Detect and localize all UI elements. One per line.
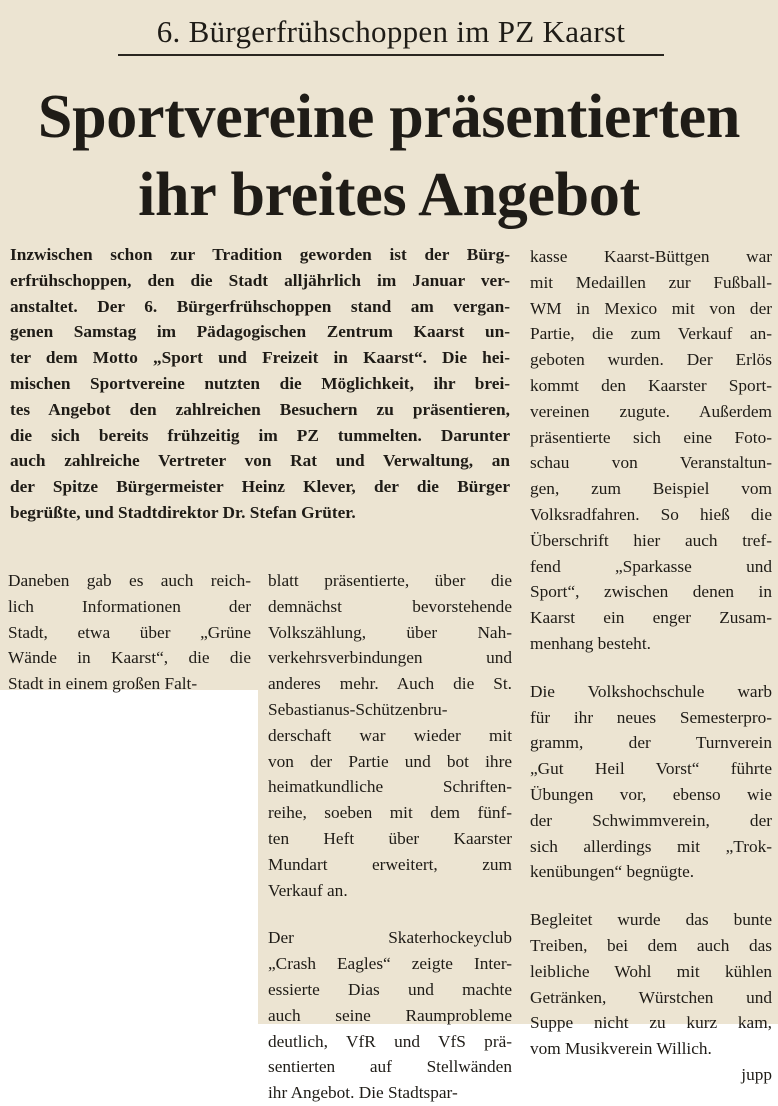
text-line: Volksradfahren. So hieß die bbox=[530, 504, 772, 524]
text-line: Überschrift hier auch tref- bbox=[530, 530, 772, 550]
text-line: Getränken, Würstchen und bbox=[530, 987, 772, 1007]
text-line: demnächst bevorstehende bbox=[268, 596, 512, 616]
text-line: ten Heft über Kaarster bbox=[268, 828, 512, 848]
text-line: tes Angebot den zahlreichen Besuchern zu präsentieren, bbox=[10, 399, 510, 419]
text-line: von der Partie und bot ihre bbox=[268, 751, 512, 771]
text-line: der Schwimmverein, der bbox=[530, 810, 772, 830]
text-line: derschaft war wieder mit bbox=[268, 725, 512, 745]
headline bbox=[0, 78, 778, 234]
column-2-paragraph-2 bbox=[268, 925, 512, 1106]
text-line: genen Samstag im Pädagogischen Zentrum Kaarst un- bbox=[10, 322, 510, 342]
column-3-paragraph-2 bbox=[530, 679, 772, 885]
column-1 bbox=[8, 568, 251, 697]
kicker-line: 6. Bürgerfrühschoppen im PZ Kaarst bbox=[118, 10, 664, 56]
text-line: Mundart erweitert, zum bbox=[268, 854, 512, 874]
column-3 bbox=[530, 244, 772, 1088]
text-line: Partie, die zum Verkauf an- bbox=[530, 324, 772, 344]
text-line: für ihr neues Semesterpro- bbox=[530, 707, 772, 727]
text-line: begrüßte, und Stadtdirektor Dr. Stefan Grüter. bbox=[10, 502, 356, 522]
text-line: vom Musikverein Willich. bbox=[530, 1039, 712, 1059]
text-line: Daneben gab es auch reich- bbox=[8, 571, 251, 590]
text-line: vereinen zugute. Außerdem bbox=[530, 401, 772, 421]
text-line: kasse Kaarst-Büttgen war bbox=[530, 247, 772, 266]
text-line: der Spitze Bürgermeister Heinz Klever, der die Bürger bbox=[10, 477, 510, 497]
text-line: gen, zum Beispiel vom bbox=[530, 479, 772, 499]
text-line: Verkauf an. bbox=[268, 880, 348, 900]
column-3-paragraph-3 bbox=[530, 907, 772, 1062]
text-line: erfrühschoppen, den die Stadt alljährlich im Januar ver- bbox=[10, 270, 510, 290]
text-line: reihe, soeben mit dem fünf- bbox=[268, 803, 512, 823]
text-line: schau von Veranstaltun- bbox=[530, 453, 772, 473]
text-line: Der Skaterhockeyclub bbox=[268, 928, 512, 948]
column-2 bbox=[268, 568, 512, 1106]
text-line: Stadt, etwa über „Grüne bbox=[8, 622, 251, 642]
text-line: „Gut Heil Vorst“ führte bbox=[530, 759, 772, 779]
text-line: menhang besteht. bbox=[530, 633, 651, 653]
text-line: kommt den Kaarster Sport- bbox=[530, 375, 772, 395]
text-line: mit Medaillen zur Fußball- bbox=[530, 272, 772, 292]
text-line: kenübungen“ begnügte. bbox=[530, 862, 695, 882]
text-line: geboten wurden. Der Erlös bbox=[530, 350, 772, 370]
column-1-paragraph bbox=[8, 568, 251, 697]
text-line: Die Volkshochschule warb bbox=[530, 681, 772, 701]
text-line: sentierten auf Stellwänden bbox=[268, 1057, 512, 1077]
text-line: Inzwischen schon zur Tradition geworden ist der Bürg- bbox=[10, 245, 510, 264]
text-line: essierte Dias und machte bbox=[268, 979, 512, 999]
text-line: anstaltet. Der 6. Bürgerfrühschoppen stand am vergan- bbox=[10, 296, 510, 316]
text-line: Wände in Kaarst“, die die bbox=[8, 648, 251, 668]
text-line: Übungen vor, ebenso wie bbox=[530, 784, 772, 804]
headline-line-1: Sportvereine präsentierten bbox=[37, 83, 741, 151]
text-line: verkehrsverbindungen und bbox=[268, 648, 512, 668]
text-line: präsentierte sich eine Foto- bbox=[530, 427, 772, 447]
clipping-cutout-area bbox=[0, 690, 258, 1024]
author-signature: jupp bbox=[741, 1064, 772, 1084]
text-line: Kaarst ein enger Zusam- bbox=[530, 608, 772, 628]
text-line: lich Informationen der bbox=[8, 596, 251, 616]
text-line: Sebastianus-Schützenbru- bbox=[268, 699, 448, 719]
text-line: heimatkundliche Schriften- bbox=[268, 777, 512, 797]
text-line: auch seine Raumprobleme bbox=[268, 1005, 512, 1025]
text-line: sich allerdings mit „Trok- bbox=[530, 836, 772, 856]
text-line: WM in Mexico mit von der bbox=[530, 298, 772, 318]
text-line: ter dem Motto „Sport und Freizeit in Kaarst“. Die hei- bbox=[10, 348, 510, 368]
column-2-paragraph-1 bbox=[268, 568, 512, 903]
headline-line-2: ihr breites Angebot bbox=[138, 161, 640, 229]
text-line: Volkszählung, über Nah- bbox=[268, 622, 512, 642]
text-line: Treiben, bei dem auch das bbox=[530, 935, 772, 955]
text-line: fend „Sparkasse und bbox=[530, 556, 772, 576]
text-line: Sport“, zwischen denen in bbox=[530, 582, 772, 602]
column-3-paragraph-1 bbox=[530, 244, 772, 657]
text-line: auch zahlreiche Vertreter von Rat und Verwaltung, an bbox=[10, 451, 510, 471]
text-line: mischen Sportvereine nutzten die Möglichkeit, ihr brei- bbox=[10, 373, 510, 393]
lead-paragraph bbox=[10, 242, 510, 526]
text-line: „Crash Eagles“ zeigte Inter- bbox=[268, 954, 512, 974]
text-line: blatt präsentierte, über die bbox=[268, 571, 512, 590]
text-line: Begleitet wurde das bunte bbox=[530, 910, 772, 930]
text-line: ihr Angebot. Die Stadtspar- bbox=[268, 1083, 458, 1103]
text-line: leibliche Wohl mit kühlen bbox=[530, 961, 772, 981]
text-line: deutlich, VfR und VfS prä- bbox=[268, 1031, 512, 1051]
text-line: anderes mehr. Auch die St. bbox=[268, 674, 512, 694]
text-line: die sich bereits frühzeitig im PZ tummelten. Darunter bbox=[10, 425, 510, 445]
text-line: gramm, der Turnverein bbox=[530, 733, 772, 753]
text-line: Stadt in einem großen Falt- bbox=[8, 674, 198, 694]
text-line: Suppe nicht zu kurz kam, bbox=[530, 1013, 772, 1033]
